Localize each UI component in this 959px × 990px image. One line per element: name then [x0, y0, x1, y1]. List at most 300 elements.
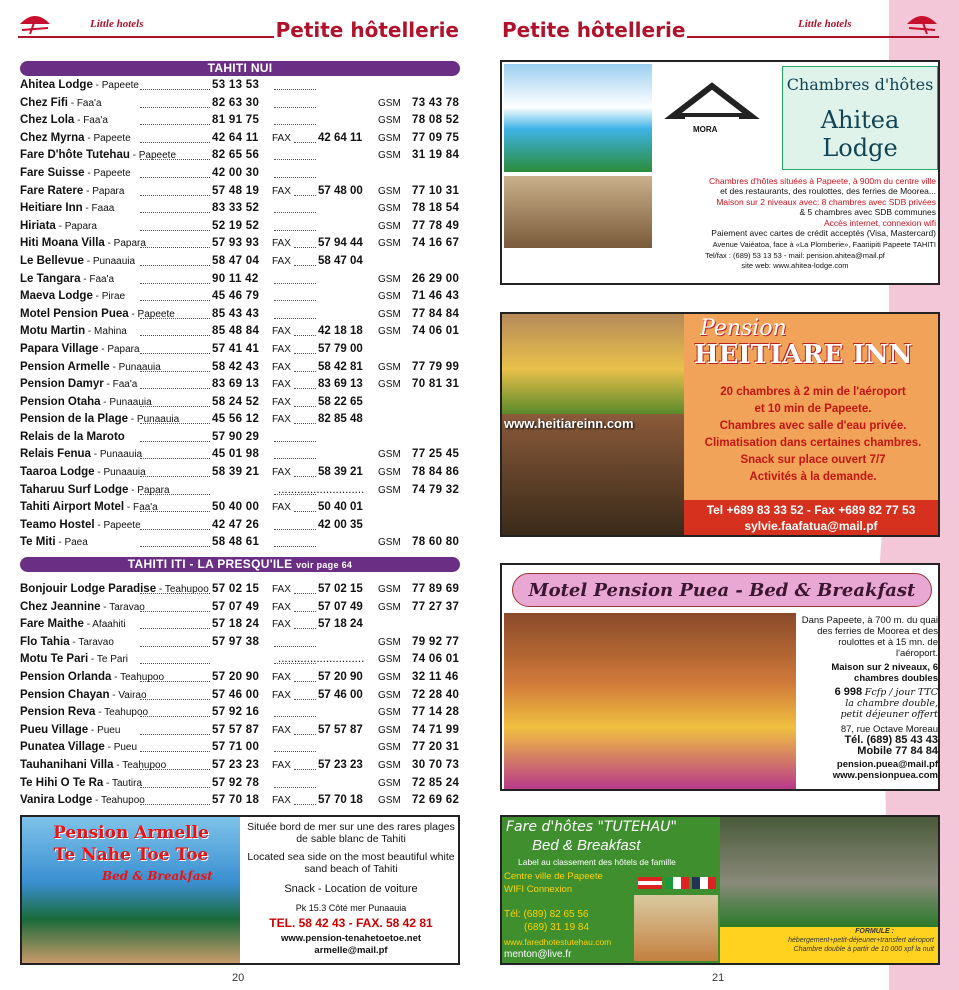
hotel-name	[20, 722, 120, 740]
armelle-bnb: Bed & Breakfast	[102, 869, 213, 883]
leader-dots	[294, 699, 316, 700]
ahitea-room-photo	[504, 176, 652, 248]
hotel-location: Vairao	[118, 689, 147, 701]
gsm-label: GSM	[378, 449, 401, 461]
listing-row	[20, 235, 460, 253]
tutehau-formula-line1: hébergement+petit-déjeuner+transfert aéroport	[788, 937, 934, 944]
gsm-label: GSM	[378, 185, 401, 197]
phone-number: 81 91 75	[212, 114, 260, 127]
separator: -	[104, 238, 114, 250]
ad-pension-armelle	[20, 815, 460, 965]
leader-dots	[274, 546, 316, 547]
fax-label: FAX	[272, 619, 291, 631]
puea-price-unit: Fcfp / jour TTC	[864, 687, 938, 698]
hotel-location: Taravao	[78, 636, 114, 648]
hotel-name-text: Teamo Hostel	[20, 518, 95, 531]
gsm-number: 74 16 67	[412, 237, 460, 250]
separator: -	[124, 502, 134, 514]
gsm-number: 79 92 77	[412, 635, 460, 648]
heitiare-line2: et 10 min de Papeete.	[754, 403, 872, 415]
hotel-name-text: Taaroa Lodge	[20, 466, 95, 479]
ahitea-title1: Chambres d'hôtes	[786, 75, 934, 94]
listing-row	[20, 112, 460, 130]
phone-number: 57 48 19	[212, 184, 260, 197]
hotel-name-text: Pension Orlanda	[20, 670, 112, 683]
gsm-label: GSM	[378, 291, 401, 303]
leader-dots	[140, 681, 210, 682]
fax-number: 57 79 00	[318, 342, 363, 355]
right-header	[500, 10, 939, 44]
gsm-label: GSM	[378, 467, 401, 479]
left-page	[0, 0, 475, 990]
fax-number: 57 02 15	[318, 583, 363, 595]
fax-number: 42 18 18	[318, 325, 363, 338]
hotel-location: Papara	[113, 238, 146, 250]
fax-number: ...........................	[278, 653, 365, 666]
gsm-label: GSM	[378, 97, 401, 109]
leader-dots	[140, 335, 210, 336]
left-header	[18, 10, 461, 44]
listing-row	[20, 616, 460, 634]
gsm-number: 31 19 84	[412, 149, 460, 162]
page-title: Petite hôtellerie	[275, 18, 459, 42]
phone-number: 90 11 42	[212, 272, 259, 285]
fax-number: 58 22 65	[318, 395, 363, 408]
gsm-number: 26 29 00	[412, 272, 460, 285]
leader-dots	[140, 247, 210, 248]
gsm-number: 77 09 75	[412, 131, 460, 144]
fax-label: FAX	[272, 361, 291, 373]
tutehau-label: Label au classement des hôtels de famille	[518, 857, 676, 867]
fax-number: 57 70 18	[318, 794, 363, 807]
separator: -	[92, 291, 102, 303]
gsm-label: GSM	[378, 150, 401, 162]
leader-dots	[140, 734, 210, 735]
hotel-name-text: Pension Otaha	[20, 395, 101, 408]
fax-label: FAX	[272, 379, 291, 391]
fax-number: 58 47 04	[318, 254, 363, 267]
italy-flag-icon	[665, 877, 689, 889]
gsm-number: 74 06 01	[412, 653, 460, 666]
listing-row	[20, 376, 460, 394]
section-band-label: TAHITI ITI - LA PRESQU'ILE	[127, 557, 293, 571]
separator: -	[85, 326, 95, 338]
listing-row	[20, 147, 460, 165]
tutehau-formula-title: FORMULE :	[855, 928, 894, 935]
tutehau-bnb: Bed & Breakfast	[532, 837, 641, 854]
fax-number: 57 23 23	[318, 758, 363, 771]
separator: -	[67, 97, 77, 109]
separator: -	[88, 724, 98, 736]
heitiare-line5: Snack sur place ouvert 7/7	[740, 454, 886, 466]
gsm-label: GSM	[378, 361, 401, 373]
listing-row	[20, 183, 460, 201]
separator: -	[90, 449, 100, 461]
gsm-number: 72 28 40	[412, 688, 460, 701]
heitiare-line4: Climatisation dans certaines chambres.	[704, 437, 922, 449]
listing-row	[20, 446, 460, 464]
gsm-number: 77 10 31	[412, 184, 460, 197]
listing-row	[20, 757, 460, 775]
fax-label: FAX	[272, 255, 291, 267]
gsm-number: 77 89 69	[412, 583, 460, 595]
listing-row	[20, 581, 460, 599]
gsm-number: 32 11 46	[412, 670, 459, 683]
leader-dots	[140, 142, 210, 143]
fax-number: 50 40 01	[318, 501, 363, 514]
separator: -	[100, 396, 110, 408]
leader-dots	[140, 300, 210, 301]
hotel-location: Teahupoo	[122, 759, 167, 771]
separator: -	[94, 519, 104, 531]
leader-dots	[140, 89, 210, 90]
leader-dots	[140, 663, 210, 664]
hotel-name	[20, 687, 147, 705]
hotel-name	[20, 306, 175, 324]
tutehau-left	[502, 817, 720, 963]
page-number: 21	[712, 972, 725, 984]
hotel-name	[20, 112, 108, 130]
page-title: Petite hôtellerie	[502, 18, 686, 42]
leader-dots	[294, 628, 316, 629]
leader-dots	[274, 441, 316, 442]
hotel-name	[20, 200, 114, 218]
listing-row	[20, 130, 460, 148]
hotel-location: Papeete	[93, 132, 131, 144]
tutehau-tel2: (689) 31 19 84	[524, 922, 590, 933]
leader-dots	[294, 423, 316, 424]
gsm-label: GSM	[378, 484, 401, 496]
gsm-label: GSM	[378, 132, 401, 144]
separator: -	[83, 255, 93, 267]
fax-number: 57 07 49	[318, 600, 363, 613]
hotel-name-text: Relais Fenua	[20, 448, 91, 461]
gsm-label: GSM	[378, 537, 401, 549]
leader-dots	[274, 124, 316, 125]
hotel-location: Faa'a	[112, 379, 138, 391]
gsm-number: 77 79 99	[412, 360, 460, 373]
separator: -	[104, 742, 114, 754]
listing-row	[20, 499, 460, 517]
leader-dots	[140, 546, 210, 547]
hotel-name-text: Pension de la Plage	[20, 413, 129, 426]
leader-dots	[140, 371, 210, 372]
hotel-location: Teahupoo	[104, 707, 149, 719]
heitiare-line6: Activités à la demande.	[749, 471, 877, 483]
leader-dots	[274, 107, 316, 108]
gsm-label: GSM	[378, 777, 401, 789]
phone-number: 57 02 15	[212, 583, 260, 595]
hotel-location: Tautira	[112, 777, 143, 789]
hotel-location: Taravao	[109, 601, 145, 613]
phone-number: 57 57 87	[212, 723, 260, 736]
heitiare-room-photo	[502, 314, 684, 414]
hotel-name-text: Le Tangara	[20, 272, 81, 285]
leader-dots	[274, 529, 316, 530]
separator: -	[55, 537, 65, 549]
tutehau-flags	[638, 877, 716, 889]
phone-number: 58 39 21	[212, 466, 260, 479]
ahitea-house-sign	[662, 80, 760, 150]
listing-row	[20, 341, 460, 359]
hotel-location: Papeete	[138, 150, 177, 162]
leader-dots	[140, 283, 210, 284]
gsm-number: 77 27 37	[412, 600, 460, 613]
separator: -	[156, 584, 165, 595]
listing-row	[20, 429, 460, 447]
hotel-name	[20, 218, 97, 236]
leader-dots	[274, 89, 316, 90]
hotel-name-text: Motu Te Pari	[20, 653, 89, 666]
hotel-name-text: Ahitea Lodge	[20, 79, 93, 91]
leader-dots	[294, 769, 316, 770]
gsm-number: 70 81 31	[412, 378, 460, 391]
hotel-name-text: Hiti Moana Villa	[20, 237, 105, 250]
leader-dots	[140, 611, 210, 612]
hotel-location: Mahina	[94, 326, 127, 338]
fax-label: FAX	[272, 795, 291, 807]
hotel-name	[20, 739, 137, 757]
phone-number: 57 20 90	[212, 670, 260, 683]
hotel-name-text: Pension Chayan	[20, 688, 110, 701]
leader-dots	[274, 787, 316, 788]
hotel-name	[20, 446, 142, 464]
leader-dots	[294, 511, 316, 512]
armelle-text	[242, 821, 460, 957]
fax-number: ...........................	[278, 483, 365, 496]
puea-web: www.pensionpuea.com	[832, 770, 938, 781]
leader-dots	[274, 283, 316, 284]
hotel-location: Faaa	[91, 203, 115, 215]
separator: -	[80, 273, 90, 285]
leader-dots	[140, 212, 210, 213]
hotel-name	[20, 288, 125, 306]
listing-row	[20, 359, 460, 377]
hotel-name-text: Chez Jeannine	[20, 600, 101, 613]
listing-row	[20, 651, 460, 669]
leader-dots	[140, 769, 210, 770]
hotel-location: Pueu	[113, 742, 138, 754]
tahiti-flag-icon	[638, 877, 662, 889]
hotel-name	[20, 651, 128, 669]
leader-dots	[294, 247, 316, 248]
separator: -	[92, 80, 102, 91]
fax-label: FAX	[272, 396, 291, 408]
separator: -	[88, 654, 97, 666]
phone-number: 52 19 52	[212, 219, 260, 232]
hotel-name	[20, 253, 135, 271]
puea-price-value: 6 998	[834, 686, 863, 698]
hotel-name-text: Heitiare Inn	[20, 202, 83, 215]
puea-price	[800, 687, 938, 698]
fax-number: 57 46 00	[318, 688, 363, 701]
hotel-location: Papara	[92, 185, 125, 197]
puea-line4: la chambre double,	[845, 698, 938, 709]
fax-number: 57 20 90	[318, 670, 363, 683]
listing-row	[20, 517, 460, 535]
phone-number: 45 46 79	[212, 290, 260, 303]
fax-number: 58 42 81	[318, 360, 363, 373]
fax-number: 57 48 00	[318, 184, 363, 197]
separator: -	[109, 361, 119, 373]
phone-number: 57 92 16	[212, 706, 260, 719]
armelle-title: Pension Armelle	[53, 823, 209, 843]
hotel-location: Punaauia	[136, 414, 180, 426]
separator: -	[98, 343, 108, 355]
leader-dots	[140, 177, 210, 178]
leader-dots	[274, 716, 316, 717]
leader-dots	[294, 611, 316, 612]
phone-number: 82 63 30	[212, 96, 260, 109]
leader-dots	[274, 212, 316, 213]
tutehau-room-photo	[634, 895, 718, 961]
hotel-location: Faa'a	[133, 502, 158, 514]
hotel-name-text: Punatea Village	[20, 741, 105, 754]
gsm-number: 72 85 24	[412, 776, 460, 789]
gsm-number: 77 78 49	[412, 219, 460, 232]
armelle-photo	[22, 817, 240, 963]
hotel-name-text: Pension Damyr	[20, 378, 104, 391]
hotel-name	[20, 757, 166, 775]
france-flag-icon	[692, 877, 716, 889]
ahitea-sign-text: MORA	[693, 125, 718, 134]
hotel-location: Teahupoo	[100, 795, 145, 807]
gsm-label: GSM	[378, 759, 401, 771]
hotel-name-text: Fare Maithe	[20, 618, 84, 631]
gsm-label: GSM	[378, 220, 401, 232]
listing-row	[20, 775, 460, 793]
hotel-name-text: Pueu Village	[20, 723, 89, 736]
separator: -	[103, 777, 112, 789]
hotel-name-text: Fare D'hôte Tutehau	[20, 149, 130, 162]
gsm-number: 74 79 32	[412, 483, 460, 496]
hotel-name	[20, 341, 140, 359]
listing-row	[20, 95, 460, 113]
little-hotels-label: Little hotels	[90, 18, 144, 30]
hotel-name-text: Papara Village	[20, 342, 99, 355]
hotel-location: Paea	[64, 537, 88, 549]
hotel-location: Te Pari	[96, 654, 128, 666]
gsm-number: 74 06 01	[412, 325, 460, 338]
tutehau-garden-photo	[720, 817, 938, 927]
hotel-location: Papara	[137, 484, 170, 496]
hotel-name-text: Te Miti	[20, 536, 56, 549]
phone-number: 53 13 53	[212, 79, 260, 91]
listing-row	[20, 411, 460, 429]
leader-dots	[274, 318, 316, 319]
gsm-label: GSM	[378, 795, 401, 807]
leader-dots	[140, 195, 210, 196]
heitiare-line1: 20 chambres à 2 min de l'aéroport	[720, 386, 906, 398]
phone-number: 42 00 30	[212, 166, 260, 179]
phone-number: 85 43 43	[212, 307, 260, 320]
phone-number: 45 01 98	[212, 448, 260, 461]
hotel-location: Punaauia	[103, 467, 146, 479]
leader-dots	[140, 423, 210, 424]
leader-dots	[140, 476, 210, 477]
hotel-location: Pirae	[101, 291, 126, 303]
leader-dots	[294, 476, 316, 477]
hotel-location: Punaauia	[118, 361, 161, 373]
puea-line2: Maison sur 2 niveaux, 6 chambres doubles	[831, 662, 938, 684]
ad-heitiare-inn	[500, 312, 940, 537]
fax-number: 42 64 11	[318, 131, 363, 144]
gsm-label: GSM	[378, 584, 401, 595]
hotel-name	[20, 599, 145, 617]
hotel-name-text: Chez Myrna	[20, 131, 85, 144]
phone-number: 57 92 78	[212, 776, 260, 789]
leader-dots	[140, 628, 210, 629]
tutehau-location: Centre ville de Papeete	[504, 871, 603, 882]
leader-dots	[140, 388, 210, 389]
hotel-name	[20, 183, 124, 201]
little-hotels-label: Little hotels	[798, 18, 852, 30]
puea-mail: pension.puea@mail.pf	[836, 759, 938, 770]
fax-number: 57 94 44	[318, 237, 363, 250]
gsm-number: 78 08 52	[412, 114, 460, 127]
fax-label: FAX	[272, 343, 291, 355]
hotel-name-text: Fare Suisse	[20, 166, 85, 179]
phone-number: 58 48 61	[212, 536, 260, 549]
hotel-name	[20, 376, 137, 394]
gsm-label: GSM	[378, 654, 401, 666]
armelle-mail: armelle@mail.pf	[314, 945, 388, 956]
hotel-name	[20, 517, 141, 535]
hotel-name	[20, 581, 209, 599]
ad-fare-tutehau	[500, 815, 940, 965]
listing-row	[20, 482, 460, 500]
ahitea-text	[654, 176, 940, 272]
listing-row	[20, 200, 460, 218]
heitiare-dining-photo	[502, 414, 684, 535]
fax-label: FAX	[272, 502, 291, 514]
leader-dots	[140, 406, 210, 407]
hotel-location: Pueu	[97, 724, 121, 736]
hotel-name-text: Fare Ratere	[20, 184, 84, 197]
hotel-name	[20, 235, 146, 253]
phone-number: 57 46 00	[212, 688, 260, 701]
leader-dots	[140, 699, 210, 700]
phone-number: 58 47 04	[212, 254, 260, 267]
separator: -	[128, 308, 138, 320]
tutehau-wifi: WIFI Connexion	[504, 884, 573, 895]
leader-dots	[140, 159, 210, 160]
separator: -	[113, 759, 123, 771]
armelle-line2: Located sea side on the most beautiful white sand beach of Tahiti	[247, 851, 455, 875]
hotel-name	[20, 165, 131, 183]
ahitea-line5: Accès internet, connexion wifi	[824, 217, 936, 228]
fax-label: FAX	[272, 601, 291, 613]
armelle-line1: Située bord de mer sur une des rares plages de sable blanc de Tahiti	[247, 821, 455, 845]
leader-dots	[274, 230, 316, 231]
leader-dots	[274, 177, 316, 178]
separator: -	[128, 414, 137, 426]
hotel-name	[20, 534, 88, 552]
hotel-name-text: Pension Reva	[20, 706, 96, 719]
leader-dots	[294, 406, 316, 407]
gsm-number: 30 70 73	[412, 758, 460, 771]
heitiare-mail: sylvie.faafatua@mail.pf	[744, 519, 878, 533]
gsm-label: GSM	[378, 326, 401, 338]
listing-row	[20, 253, 460, 271]
gsm-label: GSM	[378, 707, 401, 719]
separator: -	[82, 203, 92, 215]
puea-tel: Tél. (689) 85 43 43	[844, 734, 938, 746]
phone-number: 57 18 24	[212, 618, 260, 631]
gsm-label: GSM	[378, 724, 401, 736]
leader-dots	[140, 318, 210, 319]
ad-motel-pension-puea	[500, 563, 940, 791]
